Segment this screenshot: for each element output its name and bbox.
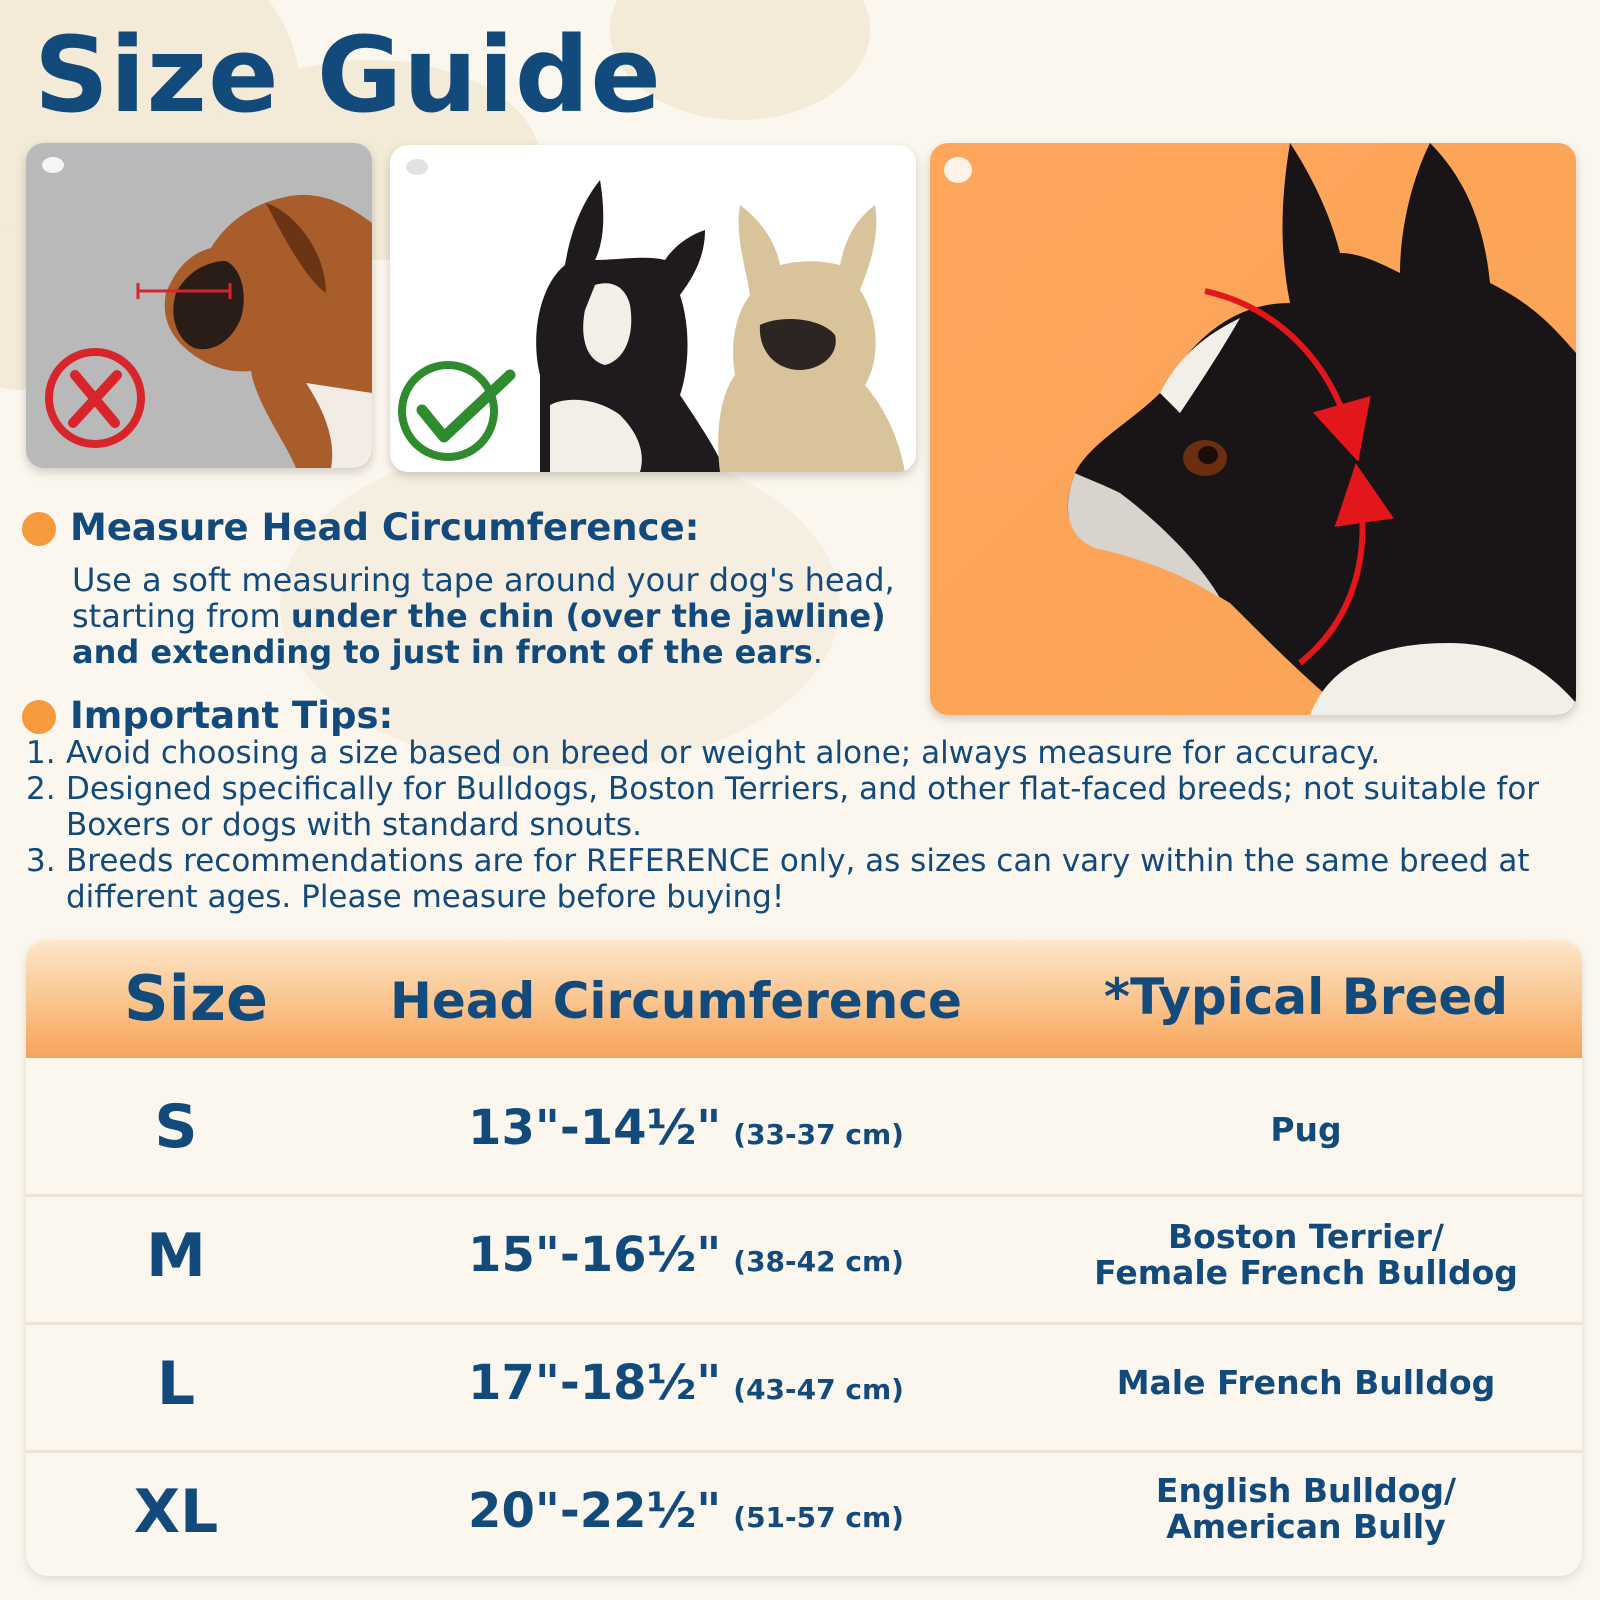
measure-title: Measure Head Circumference: (70, 506, 700, 549)
breed-value (1056, 1112, 1556, 1148)
size-table (26, 940, 1582, 1576)
size-label: S (154, 1092, 198, 1162)
tip-item (26, 843, 1566, 915)
inch-range: 20"-22½" (468, 1483, 722, 1539)
measuring-photo (930, 143, 1576, 715)
breed-line: English Bulldog/ (1155, 1471, 1457, 1510)
cm-range: (38-42 cm) (733, 1245, 904, 1278)
table-row (26, 1450, 1582, 1576)
x-mark-icon (40, 343, 150, 453)
tip-number: 2. (26, 771, 56, 807)
measure-line-2b: under the chin (over the jawline) (290, 597, 886, 635)
tip-text: Designed specifically for Bulldogs, Boston Terriers, and other flat-faced breeds; not suitable for Boxers or dogs with standard snouts. (66, 771, 1540, 843)
circumference-arrows (930, 143, 1576, 715)
circumference-value (406, 1355, 966, 1411)
cm-range: (51-57 cm) (733, 1501, 904, 1534)
breed-value (1056, 1219, 1556, 1291)
breed-line: Female French Bulldog (1094, 1253, 1518, 1292)
header-head-circumference: Head Circumference (390, 972, 962, 1030)
tip-item (26, 735, 1566, 771)
cm-range: (33-37 cm) (733, 1118, 904, 1151)
tip-text: Avoid choosing a size based on breed or weight alone; always measure for accuracy. (66, 735, 1381, 771)
measure-line-1: Use a soft measuring tape around your dog's head, (72, 561, 895, 599)
tips-title: Important Tips: (70, 694, 394, 737)
tip-item (26, 771, 1566, 843)
breed-value (1056, 1473, 1556, 1545)
table-header (26, 940, 1582, 1058)
header-typical-breed: *Typical Breed (1103, 968, 1509, 1026)
header-size: Size (123, 962, 269, 1035)
size-label: M (146, 1221, 206, 1291)
cm-range: (43-47 cm) (733, 1373, 904, 1406)
breed-value (1056, 1365, 1556, 1401)
table-row (26, 1194, 1582, 1325)
measure-line-3b: . (812, 633, 823, 671)
measure-line (134, 281, 234, 301)
tip-number: 1. (26, 735, 56, 771)
inch-range: 13"-14½" (468, 1100, 722, 1156)
tip-text: Breeds recommendations are for REFERENCE only, as sizes can vary within the same breed at different ages. Please measure before buying! (66, 843, 1530, 915)
page-title: Size Guide (34, 14, 662, 136)
check-mark-icon (392, 355, 522, 465)
circumference-value (406, 1227, 966, 1283)
breed-line: Pug (1270, 1110, 1342, 1149)
measure-instructions (72, 562, 942, 670)
orange-bullet (22, 512, 56, 546)
breed-line: American Bully (1166, 1507, 1446, 1546)
right-example-photo (390, 145, 916, 472)
measure-line-2a: starting from (72, 597, 291, 635)
tips-list (26, 735, 1566, 915)
table-row (26, 1070, 1582, 1194)
wrong-example-photo (26, 143, 372, 468)
size-label: XL (133, 1477, 219, 1547)
table-row (26, 1322, 1582, 1453)
breed-line: Boston Terrier/ (1168, 1217, 1444, 1256)
circumference-value (406, 1100, 966, 1156)
breed-line: Male French Bulldog (1116, 1363, 1496, 1402)
orange-bullet (22, 700, 56, 734)
measure-line-3a: and extending to just in front of the ears (72, 633, 813, 671)
inch-range: 17"-18½" (468, 1355, 722, 1411)
inch-range: 15"-16½" (468, 1227, 722, 1283)
circumference-value (406, 1483, 966, 1539)
tip-number: 3. (26, 843, 56, 879)
size-label: L (156, 1349, 196, 1419)
